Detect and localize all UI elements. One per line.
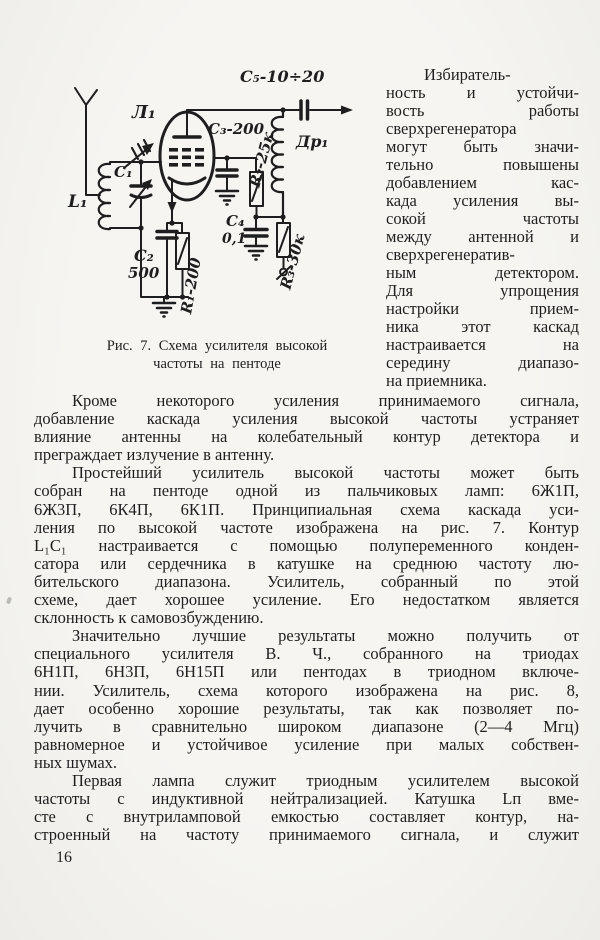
label-l1: L₁: [68, 192, 88, 212]
figure-7-schematic: [48, 60, 390, 336]
text-line: дает особенно хорошие результаты, так как позволяет по-: [34, 698, 579, 718]
text-line: Первая лампа служит триодным усилителем высокой: [72, 770, 579, 790]
text-line: бительского диапазона. Усилитель, собранный по этой: [34, 571, 579, 591]
choke-coil: [272, 110, 283, 217]
text-line: могут быть значи-: [386, 137, 579, 156]
label-tube: Л₁: [132, 102, 156, 123]
figure-caption-line2: частоты на пентоде: [153, 356, 281, 372]
label-c5: C₅-10÷20: [240, 67, 325, 86]
text-line: середину диапазо-: [386, 353, 579, 372]
page-number: 16: [56, 849, 72, 866]
label-r1: R₁-200: [177, 256, 205, 316]
coil-l1: [99, 164, 110, 229]
figure-caption: [52, 337, 382, 373]
tube-grid-dashes: [169, 148, 204, 167]
text-line: строенный на частоту принимаемого сигнала, и служит: [34, 825, 579, 845]
text-line: ления по высокой частоте изображена на рис. 7. Контур: [34, 517, 579, 537]
text-line: добавление каскада усиления высокой частоты устраняет: [34, 409, 579, 429]
label-c2: C₂: [134, 246, 154, 265]
text-line: 6Ж3П, 6К4П, 6К1П. Принципиальная схема каскада уси-: [34, 499, 579, 519]
text-line: Избиратель-: [424, 65, 511, 84]
text-line: преграждает излучение в антенну.: [34, 445, 275, 465]
text-line: собран на пентоде одной из пальчиковых ламп: 6Ж1П,: [34, 481, 579, 501]
text-line: на приемника.: [386, 371, 487, 390]
label-c3: C₃-200: [208, 120, 265, 138]
circuit-diagram: [48, 60, 390, 336]
label-c1: C₁: [114, 163, 133, 181]
text-line: L₁C₁ настраивается с помощью полупеременного конден-: [34, 535, 579, 555]
text-line: када усиления вы-: [386, 191, 579, 210]
text-line: специального усилителя В. Ч., собранного на триодах: [34, 644, 579, 664]
label-c2-value: 500: [128, 264, 160, 282]
text-line: частоты с индуктивной нейтрализацией. Катушка Lп вме-: [34, 789, 579, 809]
label-r3: R₃-30к: [276, 232, 309, 292]
text-line: сокой частоты: [386, 209, 579, 228]
text-line: Простейший усилитель высокой частоты может быть: [72, 463, 579, 483]
label-r2: R₂-25к: [245, 130, 278, 190]
antenna-icon: [75, 88, 100, 195]
text-line: тельно повышены: [386, 155, 579, 174]
text-line: ным детектором.: [386, 263, 579, 282]
text-line: Кроме некоторого усиления принимаемого сигнала,: [72, 391, 579, 410]
body-text-block: [34, 392, 579, 844]
text-line: сверхрегенератора: [386, 119, 517, 138]
label-choke: Др₁: [296, 132, 329, 151]
text-line: склонность к самовозбуждению.: [34, 608, 264, 628]
text-line: настройки прием-: [386, 299, 579, 318]
text-line: влияние антенны на колебательный контур детектора и: [34, 427, 579, 447]
text-line: Значительно лучшие результаты можно получить от: [72, 626, 579, 646]
text-line: сатора или сердечника в катушке на среднюю частоту лю-: [34, 553, 579, 573]
text-line: ных шумах.: [34, 752, 118, 772]
text-line: между антенной и: [386, 227, 579, 246]
text-line: сверхрегенератив-: [386, 245, 515, 264]
text-line: ность и устойчи-: [386, 83, 579, 102]
text-line: сте с внутриламповой емкостью составляет контур, на-: [34, 807, 579, 827]
text-line: схеме, дает хорошее усиление. Его недостатком является: [34, 590, 579, 610]
right-text-column: [386, 66, 579, 390]
text-line: ника этот каскад: [386, 317, 579, 336]
text-line: 6Н1П, 6Н3П, 6Н15П или пентодах в триодном включе-: [34, 662, 579, 682]
label-c4-value: 0,1: [222, 231, 247, 247]
text-line: вость работы: [386, 101, 579, 120]
scan-speckle: [6, 597, 12, 605]
text-line: добавлением кас-: [386, 173, 579, 192]
figure-caption-line1: Рис. 7. Схема усилителя высокой: [106, 338, 328, 354]
text-line: лучить в сравнительно широком диапазоне (2—4 Мгц): [34, 716, 579, 736]
text-line: нии. Усилитель, схема которого изображена на рис. 8,: [34, 680, 579, 700]
text-line: Для упрощения: [386, 281, 579, 300]
label-c4: C₄: [226, 212, 245, 230]
text-line: настраивается на: [386, 335, 579, 354]
text-line: равномерное и устойчивое усиление при малых собствен-: [34, 734, 579, 754]
